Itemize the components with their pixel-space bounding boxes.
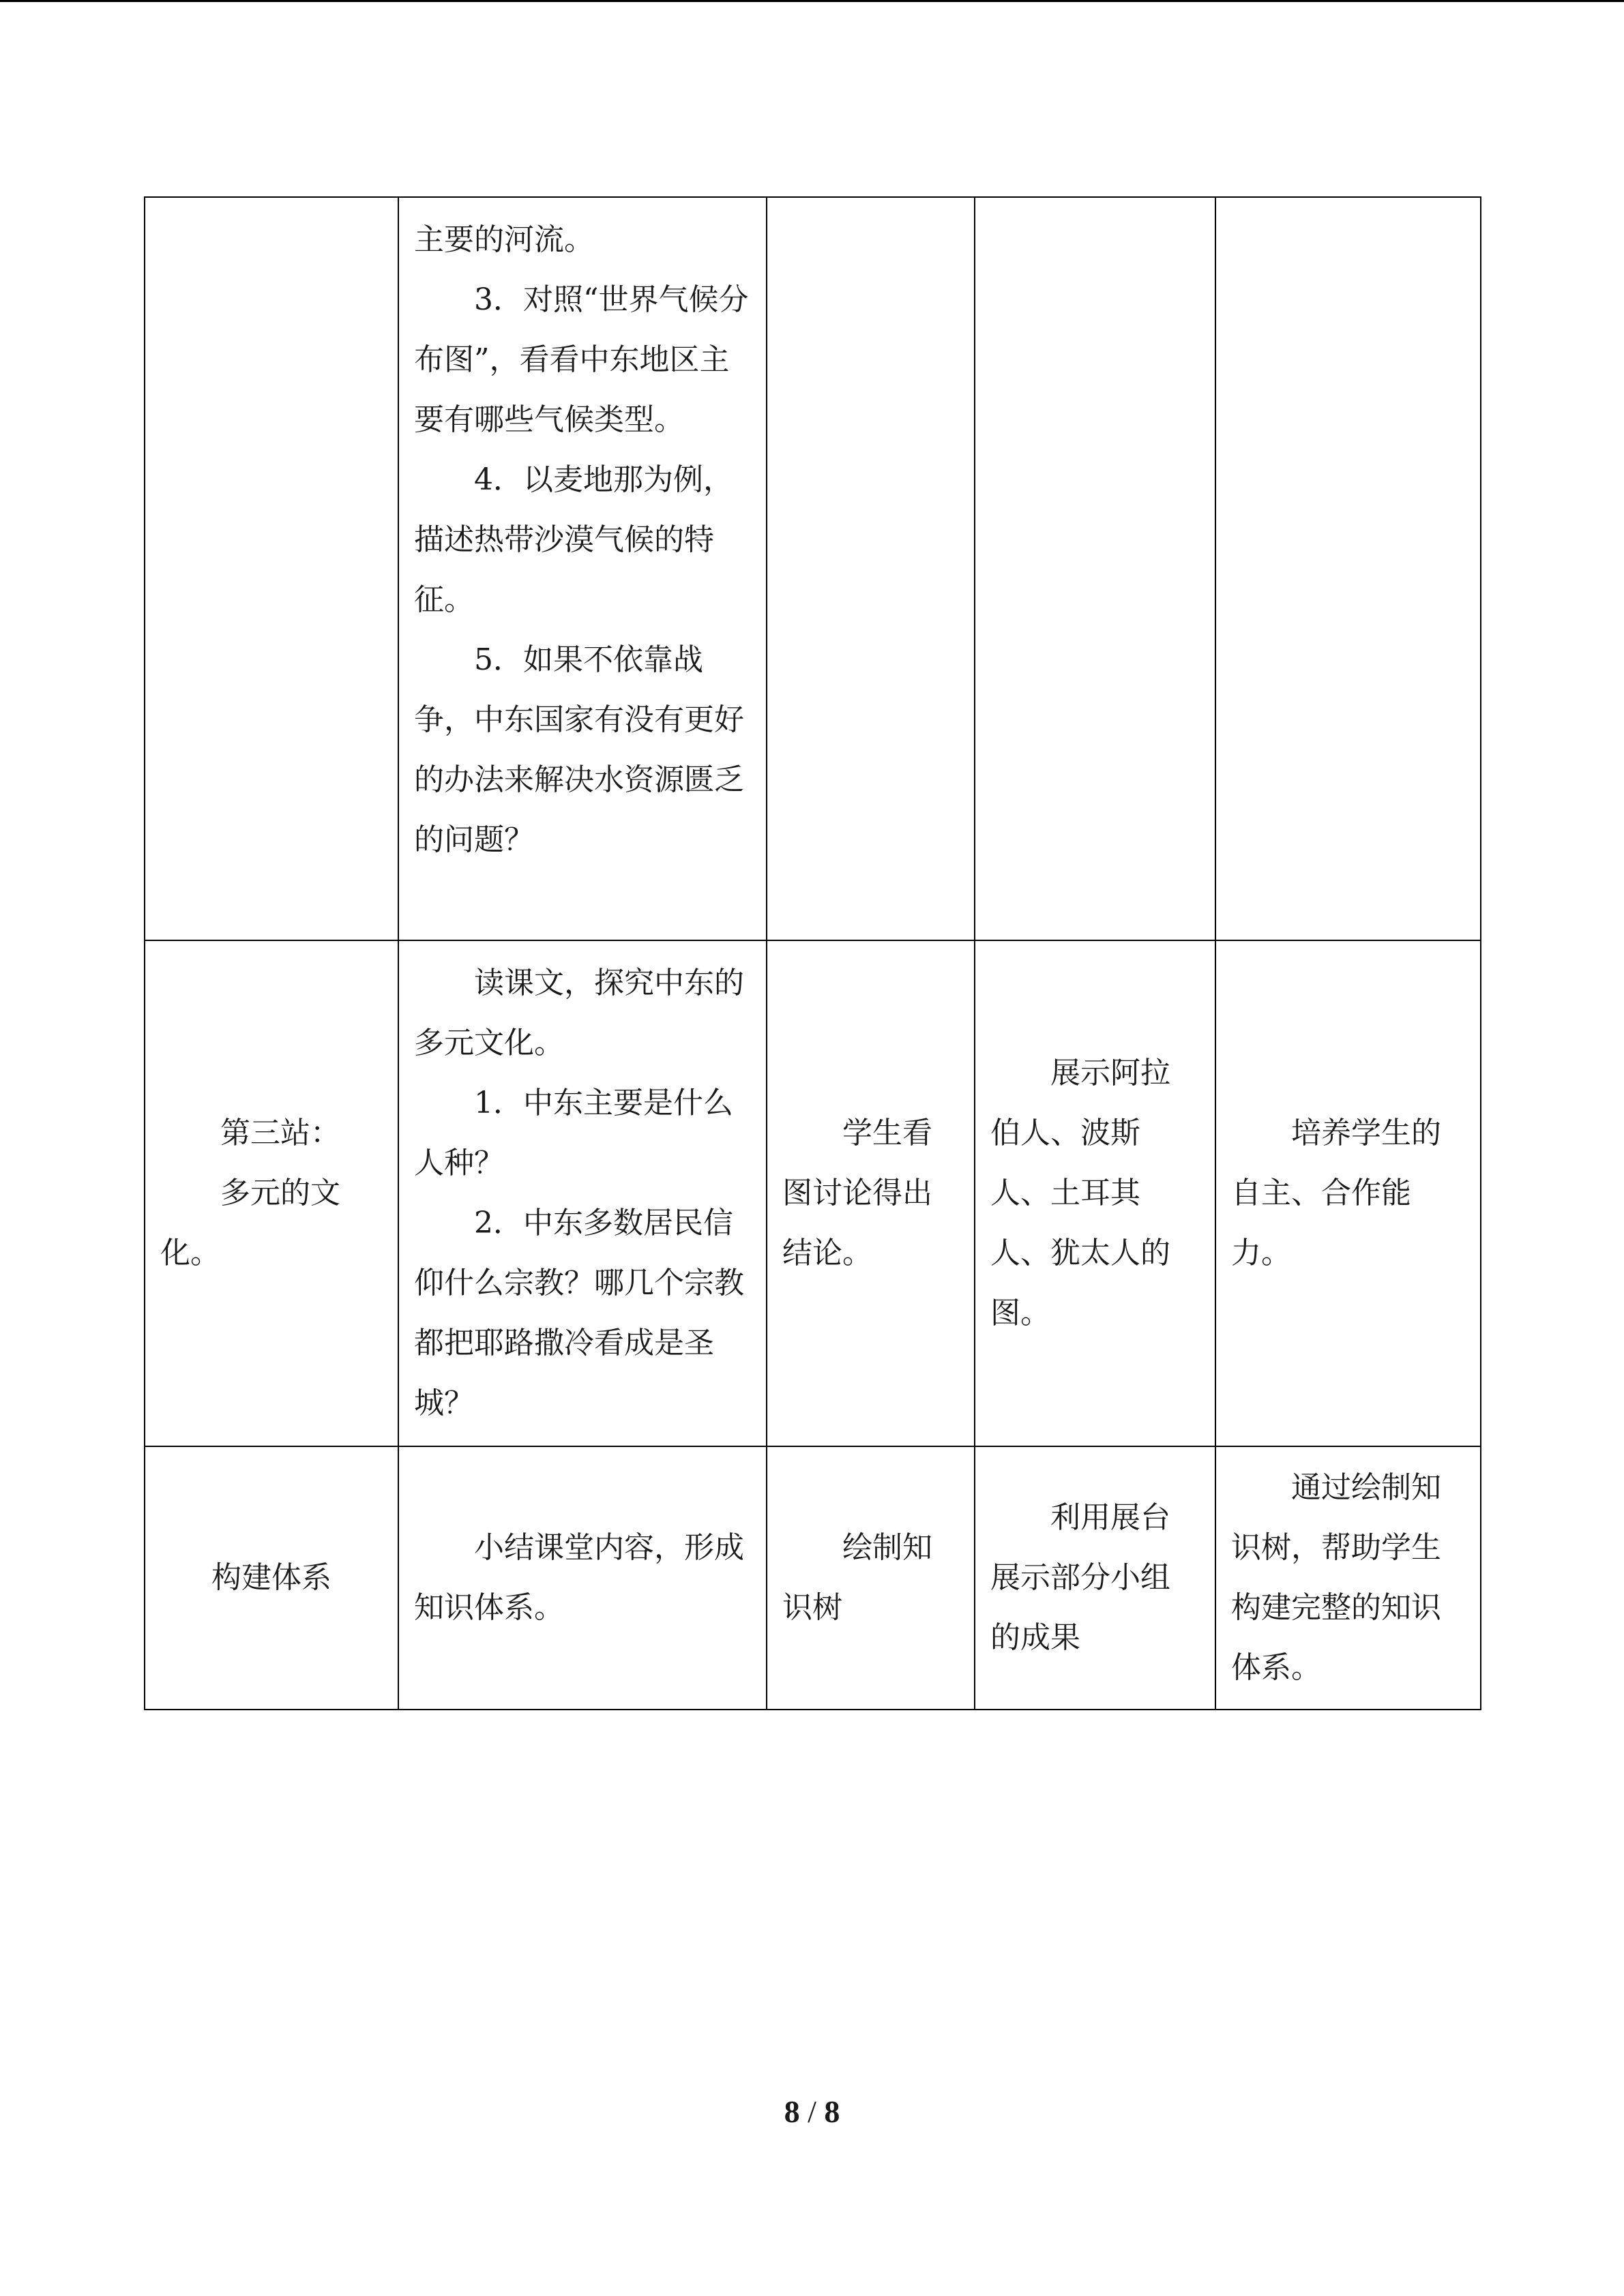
design-purpose-cell [1215, 1446, 1481, 1710]
stage-cell [145, 197, 398, 940]
student-activity-text: 学生看图讨论得出结论。 [782, 1116, 932, 1270]
design-purpose-text: 通过绘制知识树，帮助学生构建完整的知识体系。 [1231, 1470, 1441, 1685]
table-row [145, 940, 1481, 1446]
student-activity-cell [767, 940, 975, 1446]
teacher-activity-cell [975, 1446, 1215, 1710]
teacher-activity-cell [975, 940, 1215, 1446]
content-paragraph: 2．中东多数居民信仰什么宗教？哪几个宗教都把耶路撒冷看成是圣城？ [414, 1206, 744, 1420]
content-paragraph: 3．对照“世界气候分布图”，看看中东地区主要有哪些气候类型。 [414, 282, 749, 437]
stage-label: 多元的文化。 [160, 1176, 340, 1270]
table-row [145, 1446, 1481, 1710]
design-purpose-cell [1215, 940, 1481, 1446]
lesson-plan-table [144, 196, 1481, 1710]
top-border-line [0, 0, 1624, 2]
student-activity-text: 绘制知识树 [782, 1530, 932, 1625]
table-row [145, 197, 1481, 940]
student-activity-cell [767, 1446, 975, 1710]
design-purpose-text: 培养学生的自主、合作能力。 [1231, 1116, 1441, 1270]
design-purpose-cell [1215, 197, 1481, 940]
content-cell [398, 197, 767, 940]
page-number [0, 2093, 1624, 2130]
page-current: 8 [784, 2094, 800, 2129]
content-paragraph: 5．如果不依靠战争，中东国家有没有更好的办法来解决水资源匮乏的问题？ [414, 642, 744, 857]
page-total: 8 [824, 2094, 840, 2129]
content-paragraph: 小结课堂内容，形成知识体系。 [414, 1530, 744, 1625]
content-paragraph: 读课文，探究中东的多元文化。 [414, 966, 744, 1060]
stage-cell [145, 940, 398, 1446]
teacher-activity-text: 利用展台展示部分小组的成果 [990, 1500, 1170, 1655]
content-cell [398, 1446, 767, 1710]
content-paragraph: 4．以麦地那为例，描述热带沙漠气候的特征。 [414, 462, 733, 617]
stage-cell [145, 1446, 398, 1710]
student-activity-cell [767, 197, 975, 940]
teacher-activity-cell [975, 197, 1215, 940]
stage-label: 构建体系 [211, 1560, 331, 1595]
content-paragraph: 主要的河流。 [414, 222, 594, 257]
stage-label: 第三站： [220, 1116, 340, 1150]
teacher-activity-text: 展示阿拉伯人、波斯人、土耳其人、犹太人的图。 [990, 1056, 1170, 1330]
page-separator: / [808, 2094, 816, 2129]
content-cell [398, 940, 767, 1446]
content-paragraph: 1．中东主要是什么人种？ [414, 1086, 733, 1180]
